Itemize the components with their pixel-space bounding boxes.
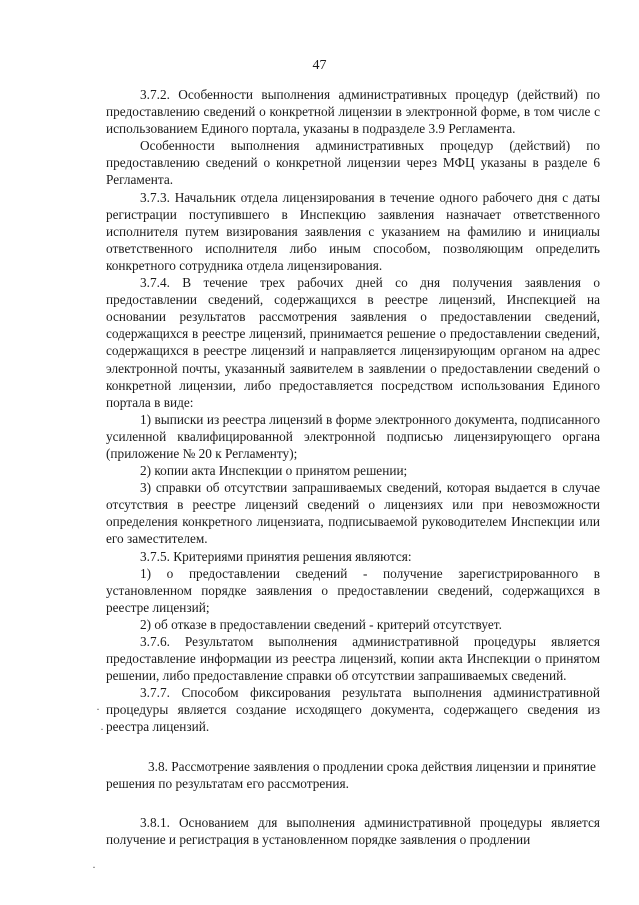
document-body bbox=[106, 86, 600, 848]
section-heading-3-8: 3.8. Рассмотрение заявления о продлении срока действия лицензии и принятие решения по результатам его рассмотрения. bbox=[106, 758, 596, 791]
paragraph-3-7-4: 3.7.4. В течение трех рабочих дней со дня получения заявления о предоставлении сведений, содержащихся в реестре лицензий, Инспекцией на основании результатов рассмотрения заявления о предоставлении сведений, содержащихся в реестре лицензий, принимается решение о предоставлении сведений, содержащихся в реестре лицензий и направляется лицензирующим органом на адрес электронной почты, указанный заявителем в заявлении о предоставлении сведений о конкретной лицензии, либо предоставляется посредством использования Единого портала в виде: bbox=[106, 275, 600, 410]
paragraph-3-7-2-mfc: Особенности выполнения административных процедур (действий) по предоставлению сведений о конкретной лицензии через МФЦ указаны в разделе 6 Регламента. bbox=[106, 138, 600, 188]
list-item-3-7-4-2: 2) копии акта Инспекции о принятом решении; bbox=[140, 463, 408, 479]
scan-dot-mark: · bbox=[96, 702, 100, 716]
spacer bbox=[106, 792, 600, 814]
list-item-3-7-4-3: 3) справки об отсутствии запрашиваемых сведений, которая выдается в случае отсутствия в реестре лицензий сведений о лицензиях или при невозможности определения конкретного лицензиата, подписываемой руководителем Инспекции или его заместителем. bbox=[106, 480, 600, 547]
scan-dot-mark: · bbox=[100, 722, 104, 736]
paragraph-3-7-6: 3.7.6. Результатом выполнения административной процедуры является предоставление информации из реестра лицензий, копии акта Инспекции о принятом решении, либо предоставление справки об отсутствии запрашиваемых сведений. bbox=[106, 634, 600, 684]
list-item-3-7-5-1: 1) о предоставлении сведений - получение зарегистрированного в установленном порядке заявления о предоставлении сведений, содержащихся в реестре лицензий; bbox=[106, 565, 600, 615]
page-number: 47 bbox=[312, 58, 327, 73]
paragraph-3-7-2: 3.7.2. Особенности выполнения административных процедур (действий) по предоставлению сведений о конкретной лицензии в электронной форме, в том числе с использованием Единого портала, указаны в подразделе 3.9 Регламента. bbox=[106, 87, 600, 137]
spacer bbox=[106, 736, 600, 758]
list-item-3-7-4-1: 1) выписки из реестра лицензий в форме электронного документа, подписанного усиленной квалифицированной электронной подписью лицензирующего органа (приложение № 20 к Регламенту); bbox=[106, 411, 600, 461]
list-item-3-7-5-2: 2) об отказе в предоставлении сведений - критерий отсутствует. bbox=[140, 616, 502, 632]
paragraph-3-8-1: 3.8.1. Основанием для выполнения административной процедуры является получение и регистрация в установленном порядке заявления о продлении bbox=[106, 814, 600, 847]
paragraph-3-7-5: 3.7.5. Критериями принятия решения являются: bbox=[140, 548, 412, 564]
paragraph-3-7-7: 3.7.7. Способом фиксирования результата выполнения административной процедуры является создание исходящего документа, содержащего сведения из реестра лицензий. bbox=[106, 685, 600, 735]
scan-dot-mark: · bbox=[92, 860, 96, 874]
paragraph-3-7-3: 3.7.3. Начальник отдела лицензирования в течение одного рабочего дня с даты регистрации поступившего в Инспекцию заявления назначает ответственного исполнителя путем визирования заявления с указанием на фамилию и инициалы ответственного исполнителя либо иным способом, позволяющим определить конкретного сотрудника отдела лицензирования. bbox=[106, 189, 600, 273]
